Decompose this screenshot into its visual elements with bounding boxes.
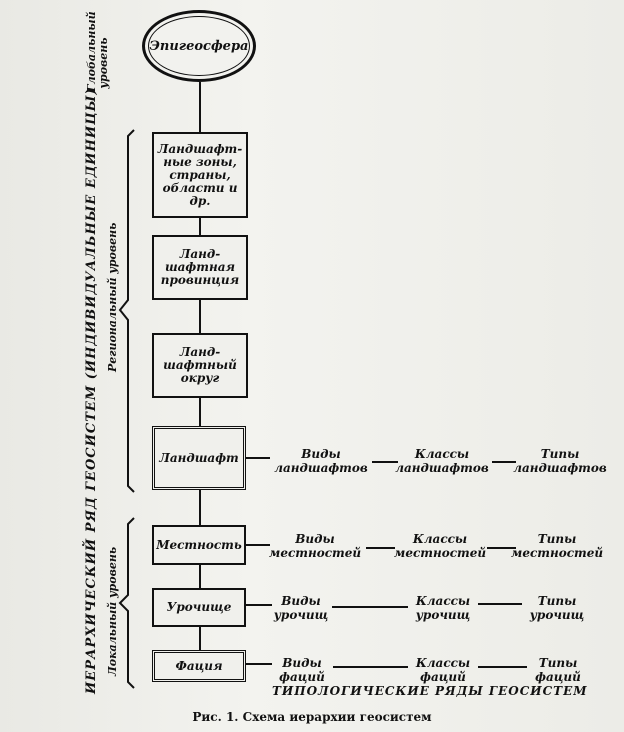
mestnost-types-3: Типы местностей bbox=[510, 532, 604, 560]
mestnost-types-1: Виды местностей bbox=[268, 532, 362, 560]
okrug-node bbox=[152, 333, 248, 398]
urochishche-label: Урочище bbox=[166, 600, 232, 614]
landscape-types-2: Классы ландшафтов bbox=[395, 447, 489, 475]
facia-types-1: Виды фаций bbox=[279, 656, 325, 684]
urochishche-types-3: Типы урочищ bbox=[529, 594, 585, 622]
mestnost-types-2: Классы местностей bbox=[393, 532, 487, 560]
facia-types-2: Классы фаций bbox=[415, 656, 471, 684]
global-level-label: Глобальный уровень bbox=[85, 11, 110, 92]
province-label: Ланд-шафтная провинция bbox=[160, 247, 240, 287]
okrug-label: Ланд-шафтный округ bbox=[163, 345, 237, 385]
facia-types-3: Типы фаций bbox=[535, 656, 581, 684]
figure-caption: Рис. 1. Схема иерархии геосистем bbox=[192, 710, 432, 724]
landscape-types-3: Типы ландшафтов bbox=[513, 447, 607, 475]
urochishche-types-2: Классы урочищ bbox=[415, 594, 471, 622]
urochishche-types-1: Виды урочищ bbox=[273, 594, 329, 622]
facia-node bbox=[152, 650, 246, 682]
hierarchy-title: ИЕРАРХИЧЕСКИЙ РЯД ГЕОСИСТЕМ (ИНДИВИДУАЛЬНЫЕ ЕДИНИЦЫ) bbox=[84, 87, 99, 694]
mestnost-node bbox=[152, 525, 246, 565]
landscape-label: Ландшафт bbox=[159, 450, 239, 465]
province-node bbox=[152, 235, 248, 300]
landscape-types-1: Виды ландшафтов bbox=[274, 447, 368, 475]
epigeosphere-label: Эпигеосфера bbox=[149, 38, 249, 54]
mestnost-label: Местность bbox=[156, 537, 242, 552]
regional-level-label: Региональный уровень bbox=[106, 222, 119, 372]
urochishche-node bbox=[152, 588, 246, 627]
zones-label: Ландшафт-ные зоны, страны, области и др. bbox=[157, 141, 243, 208]
zones-node bbox=[152, 132, 248, 218]
typological-title: ТИПОЛОГИЧЕСКИЕ РЯДЫ ГЕОСИСТЕМ bbox=[272, 684, 588, 698]
epigeosphere-node bbox=[142, 10, 256, 82]
local-level-label: Локальный уровень bbox=[106, 546, 119, 676]
facia-label: Фация bbox=[175, 658, 223, 673]
landscape-node bbox=[152, 426, 246, 490]
